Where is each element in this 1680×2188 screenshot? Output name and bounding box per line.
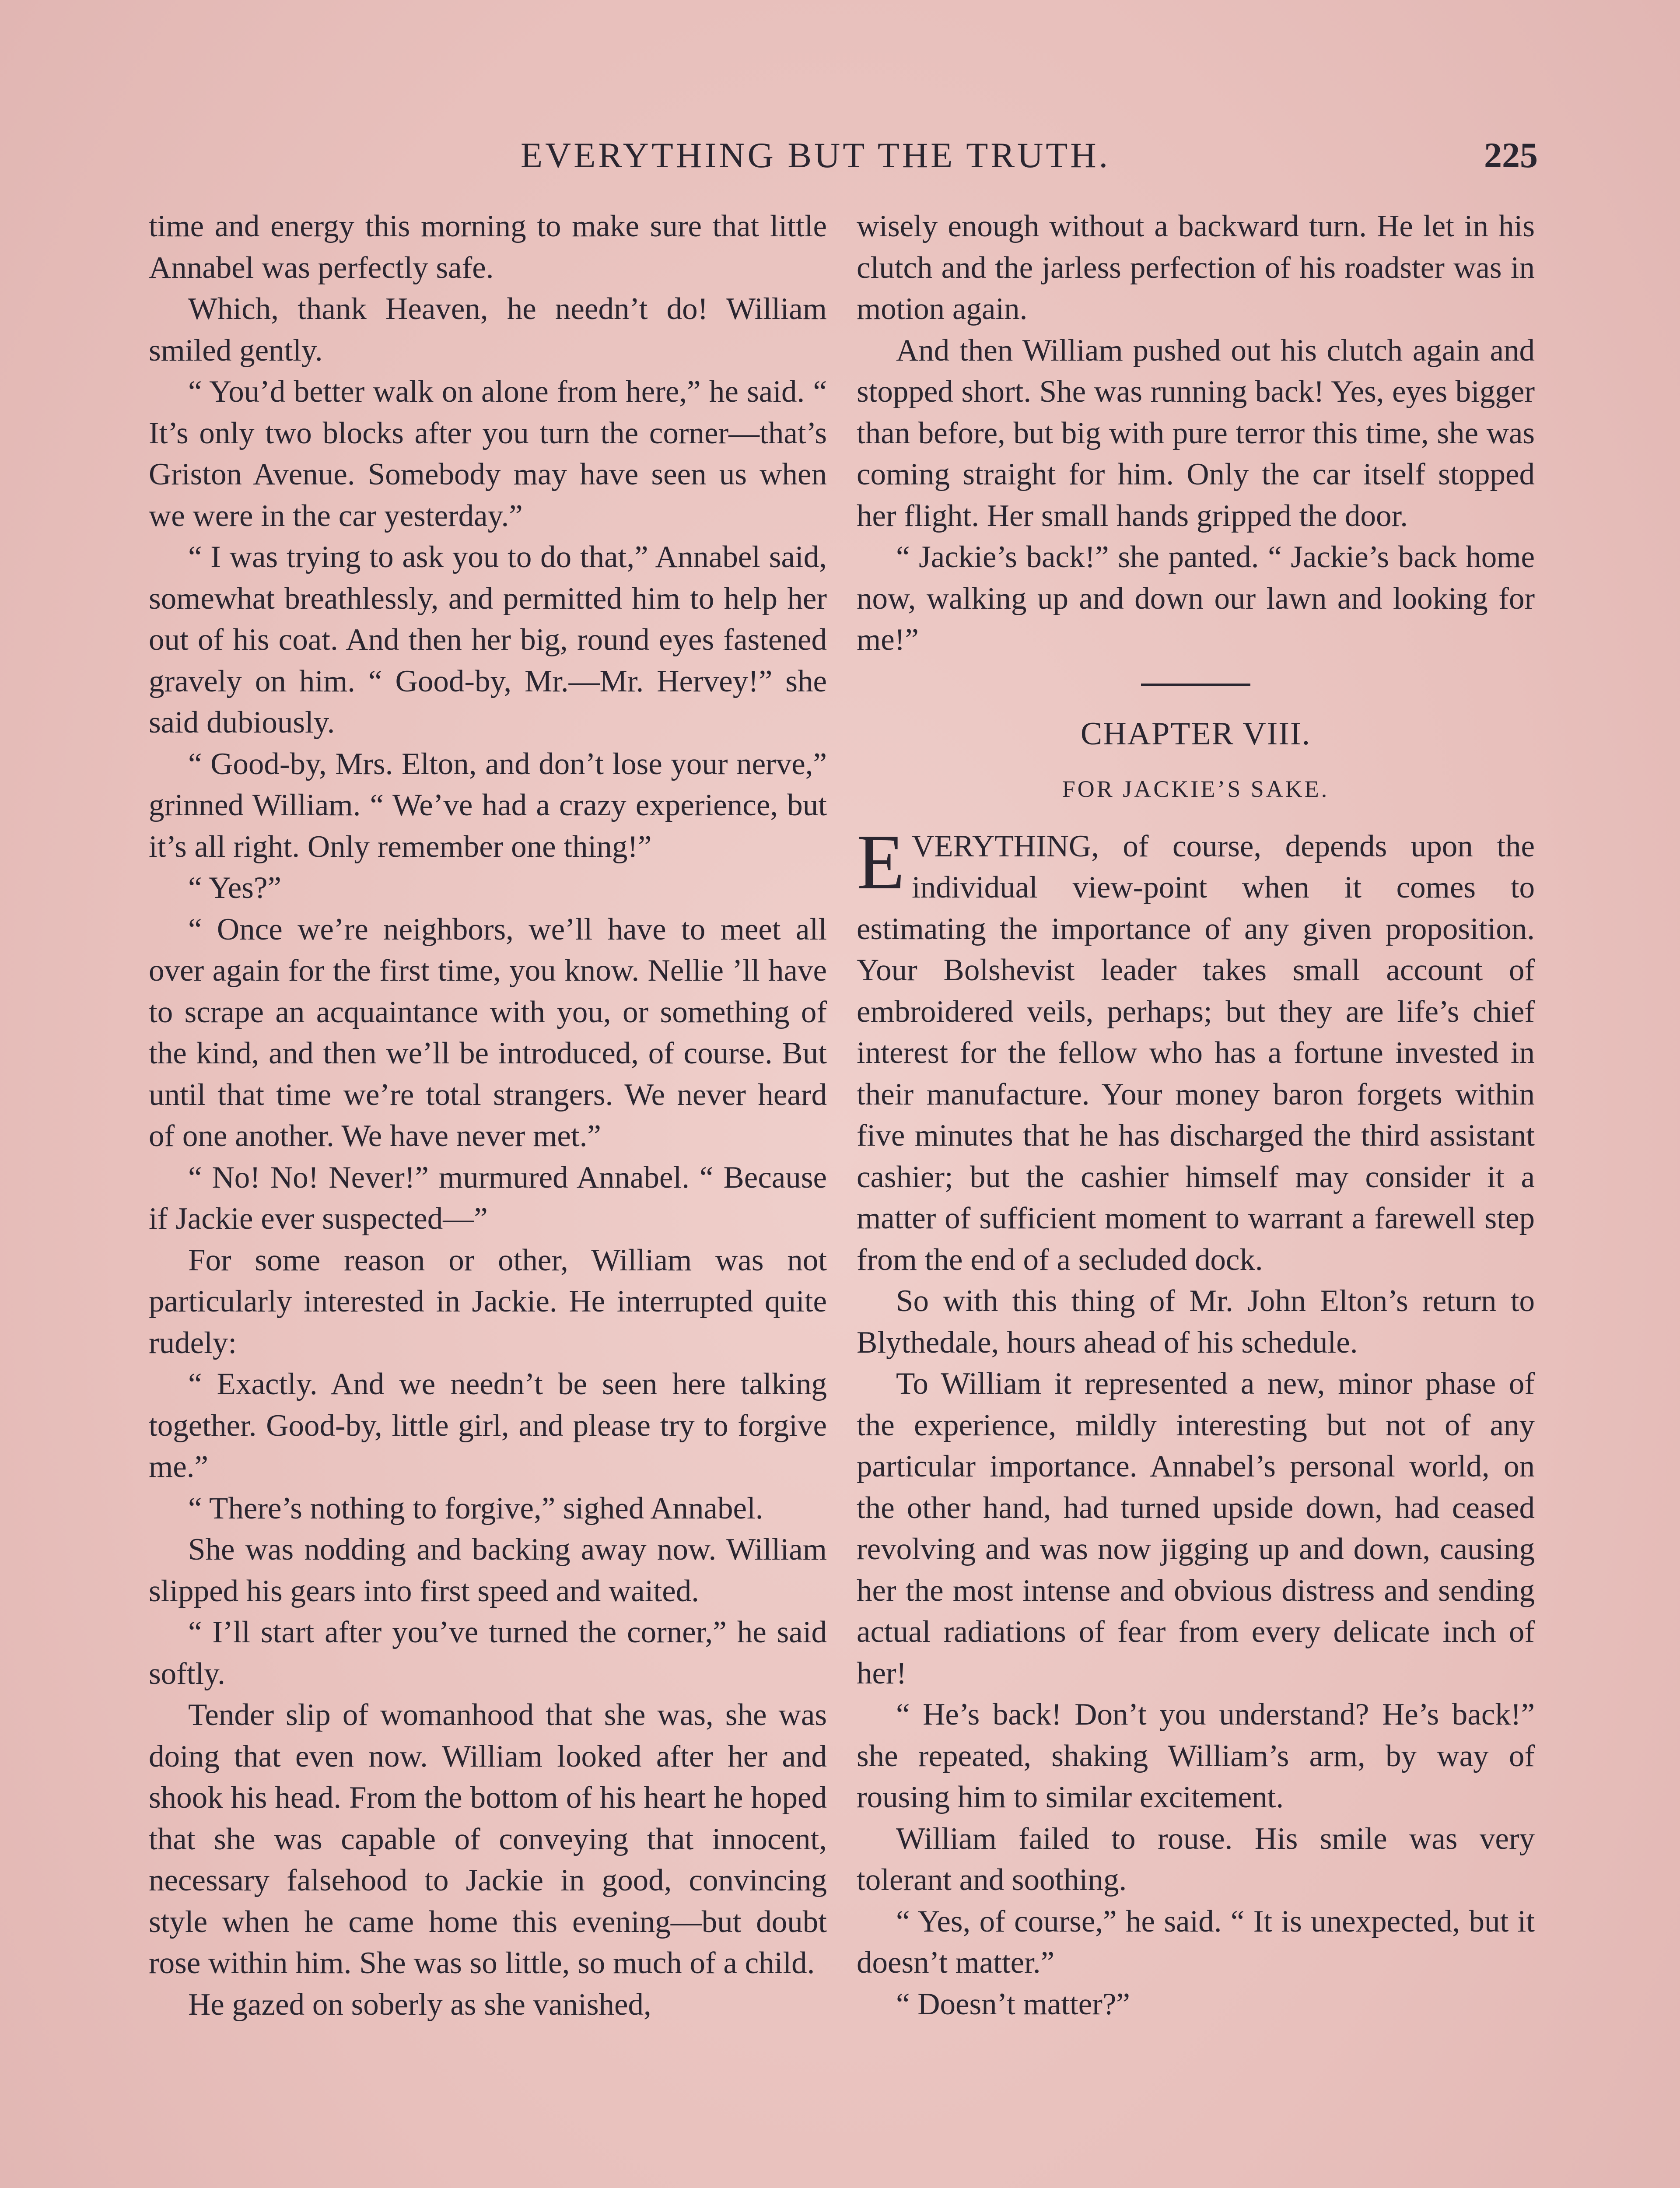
- paragraph: So with this thing of Mr. John Elton’s return to Blythedale, hours ahead of his schedule.: [857, 1284, 1535, 1360]
- paragraph: “ Once we’re neighbors, we’ll have to meet all over again for the first time, you know. Nellie ’ll have to scrape an acquaintance with you, or something of the kind, and then we’ll be introduced, of course. But until that time we’re total strangers. We never heard of one another. We have never met.”: [149, 912, 827, 1153]
- paragraph: William failed to rouse. His smile was very tolerant and soothing.: [857, 1821, 1535, 1897]
- paragraph: Tender slip of womanhood that she was, she was doing that even now. William looked after her and shook his head. From the bottom of his heart he hoped that she was capable of conveying that innocent, necessary falsehood to Jackie in good, convincing style when he came home this evening—but doubt rose within him. She was so little, so much of a child.: [149, 1698, 827, 1980]
- chapter-subtitle: FOR JACKIE’S SAKE.: [1062, 775, 1330, 802]
- paragraph: “ Exactly. And we needn’t be seen here talking together. Good-by, little girl, and please try to forgive me.”: [149, 1367, 827, 1484]
- page-number: 225: [1484, 135, 1538, 175]
- paragraph: “ You’d better walk on alone from here,” he said. “ It’s only two blocks after you turn the corner—that’s Griston Avenue. Somebody may have seen us when we were in the car yesterday.”: [149, 375, 827, 533]
- paragraph: “ Yes?”: [188, 871, 281, 905]
- paragraph: She was nodding and backing away now. William slipped his gears into first speed and waited.: [149, 1532, 827, 1608]
- paragraph: “ He’s back! Don’t you understand? He’s back!” she repeated, shaking William’s arm, by way of rousing him to similar excitement.: [857, 1697, 1535, 1814]
- paragraph: “ No! No! Never!” murmured Annabel. “ Because if Jackie ever suspected—”: [149, 1160, 827, 1236]
- paragraph: “ Yes, of course,” he said. “ It is unexpected, but it doesn’t matter.”: [857, 1904, 1535, 1980]
- opening-text: VERYTHING, of course, depends upon the individual view-point when it comes to estimating the importance of any given proposition. Your Bolshevist leader takes small account of embroidered veils, perhaps; but they are life’s chief interest for the fellow who has a fortune invested in their manufacture. Your money baron forgets within five minutes that he has discharged the third assistant cashier; but the cashier himself may consider it a matter of sufficient moment to warrant a farewell step from the end of a secluded dock.: [857, 829, 1535, 1277]
- paragraph: “ Doesn’t matter?”: [896, 1987, 1130, 2021]
- paragraph: And then William pushed out his clutch again and stopped short. She was running back! Yes, eyes bigger than before, but big with pure terror this time, she was coming straight for him. Only the car itself stopped her flight. Her small hands gripped the door.: [857, 333, 1535, 533]
- paragraph: “ I was trying to ask you to do that,” Annabel said, somewhat breathlessly, and permitted him to help her out of his coat. And then her big, round eyes fastened gravely on him. “ Good-by, Mr.—Mr. Hervey!” she said dubiously.: [149, 540, 827, 740]
- paragraph: For some reason or other, William was not particularly interested in Jackie. He interrupted quite rudely:: [149, 1243, 827, 1360]
- paragraph: wisely enough without a backward turn. He let in his clutch and the jarless perfection of his roadster was in motion again.: [857, 209, 1535, 326]
- paragraph: time and energy this morning to make sure that little Annabel was perfectly safe.: [149, 209, 827, 285]
- section-divider: [1141, 684, 1250, 686]
- paragraph: “ Good-by, Mrs. Elton, and don’t lose your nerve,” grinned William. “ We’ve had a crazy experience, but it’s all right. Only remember one thing!”: [149, 747, 827, 864]
- running-head: [0, 127, 1680, 184]
- paragraph: He gazed on soberly as she vanished,: [188, 1987, 651, 2022]
- chapter-heading: CHAPTER VIII.: [1080, 715, 1311, 752]
- paragraph: Which, thank Heaven, he needn’t do! William smiled gently.: [149, 292, 827, 368]
- paragraph: “ I’ll start after you’ve turned the corner,” he said softly.: [149, 1615, 827, 1691]
- paragraph: “ There’s nothing to forgive,” sighed Annabel.: [188, 1491, 763, 1525]
- paragraph: “ Jackie’s back!” she panted. “ Jackie’s back home now, walking up and down our lawn and looking for me!”: [857, 540, 1535, 657]
- right-column: [857, 206, 1535, 2025]
- drop-cap: E: [857, 818, 905, 905]
- chapter-opening-paragraph: [857, 818, 1535, 1281]
- paragraph: To William it represented a new, minor phase of the experience, mildly interesting but not of any particular importance. Annabel’s personal world, on the other hand, had turned upside down, had ceased revolving and was now jigging up and down, causing her the most intense and obvious distress and sending actual radiations of fear from every delicate inch of her!: [857, 1367, 1535, 1690]
- running-title: EVERYTHING BUT THE TRUTH.: [521, 135, 1111, 175]
- left-column: [149, 206, 827, 2025]
